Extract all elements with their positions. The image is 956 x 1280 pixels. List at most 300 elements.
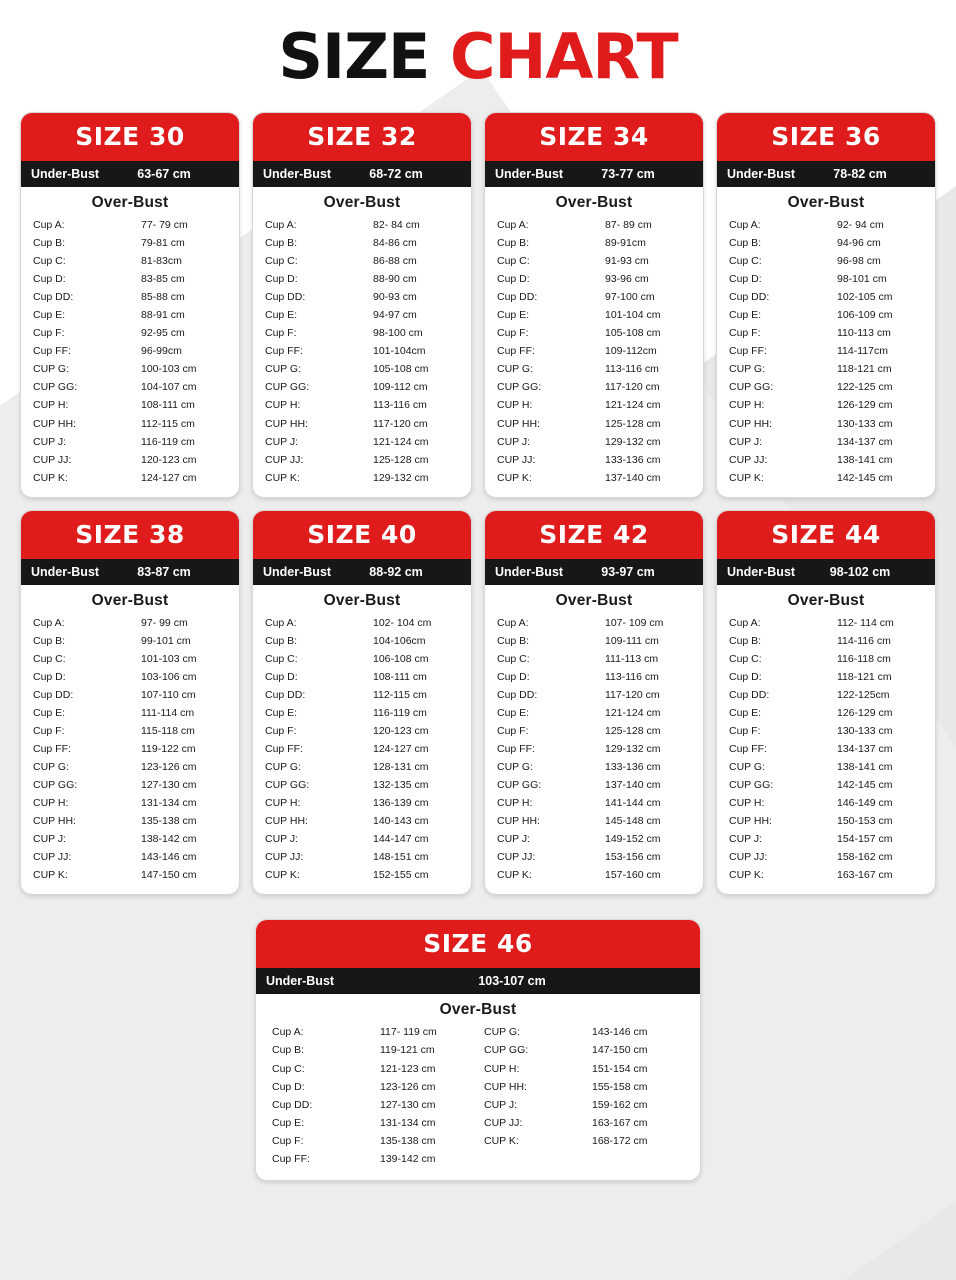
size-rows — [253, 614, 471, 895]
size-row — [497, 252, 691, 270]
size-row — [33, 270, 227, 288]
cup-label: Cup DD: — [729, 291, 770, 304]
cup-label: CUP G: — [729, 761, 765, 774]
size-row — [265, 866, 459, 884]
cup-label: Cup F: — [497, 327, 529, 340]
over-bust-label: Over-Bust — [555, 194, 633, 211]
cup-label: CUP H: — [497, 399, 533, 412]
cup-measurement: 152-155 cm — [373, 869, 429, 882]
size-row — [484, 1023, 684, 1041]
cup-label: Cup FF: — [497, 345, 535, 358]
size-row — [33, 632, 227, 650]
cup-measurement: 112-115 cm — [373, 688, 427, 701]
cup-label: Cup DD: — [272, 1098, 313, 1111]
size-row — [33, 758, 227, 776]
cup-label: Cup DD: — [729, 688, 770, 701]
cup-label: Cup FF: — [729, 345, 767, 358]
size-row — [497, 234, 691, 252]
cup-label: CUP K: — [33, 869, 68, 882]
cup-label: CUP JJ: — [729, 453, 768, 466]
size-row — [265, 614, 459, 632]
cup-measurement: 119-122 cm — [141, 743, 196, 756]
under-bust-value: 68-72 cm — [369, 167, 423, 181]
cup-label: Cup FF: — [33, 345, 71, 358]
size-row — [265, 270, 459, 288]
cup-measurement: 117-120 cm — [605, 381, 660, 394]
size-card-title: SIZE 38 — [21, 511, 239, 559]
cup-label: CUP G: — [729, 363, 765, 376]
cup-label: CUP G: — [33, 363, 69, 376]
size-row — [484, 1132, 684, 1150]
under-bust-value: 93-97 cm — [601, 564, 655, 579]
size-rows — [717, 614, 935, 895]
size-row — [265, 306, 459, 324]
cup-measurement: 155-158 cm — [592, 1080, 648, 1093]
cup-measurement: 140-143 cm — [373, 815, 429, 828]
cup-label: CUP H: — [33, 399, 69, 412]
size-row — [729, 415, 923, 433]
size-row — [272, 1114, 472, 1132]
cup-label: Cup D: — [497, 273, 530, 286]
size-rows — [21, 614, 239, 895]
size-row — [497, 451, 691, 469]
cup-label: Cup E: — [265, 309, 298, 322]
cup-label: Cup DD: — [33, 291, 74, 304]
cup-measurement: 120-123 cm — [141, 453, 197, 466]
cup-label: CUP H: — [729, 797, 765, 810]
cup-label: Cup FF: — [729, 743, 767, 756]
size-card-size-40 — [252, 510, 472, 896]
cup-label: CUP JJ: — [265, 453, 304, 466]
cup-measurement: 137-140 cm — [605, 779, 661, 792]
cup-measurement: 118-121 cm — [837, 670, 892, 683]
page-title-part-two: CHART — [450, 20, 678, 93]
cup-measurement: 126-129 cm — [837, 706, 893, 719]
cup-measurement: 138-141 cm — [837, 761, 893, 774]
cup-label: Cup F: — [497, 724, 529, 737]
size-row — [484, 1041, 684, 1059]
cup-measurement: 107- 109 cm — [605, 616, 664, 629]
size-row — [265, 342, 459, 360]
under-bust-label: Under-Bust — [263, 564, 332, 579]
cup-label: CUP K: — [484, 1134, 519, 1147]
cup-measurement: 104-106cm — [373, 634, 426, 647]
cup-measurement: 93-96 cm — [605, 273, 649, 286]
size-row — [272, 1060, 472, 1078]
cup-measurement: 123-126 cm — [380, 1080, 436, 1093]
size-row — [33, 342, 227, 360]
size-row — [265, 324, 459, 342]
under-bust-label: Under-Bust — [263, 167, 332, 181]
over-bust-label: Over-Bust — [91, 194, 169, 211]
size-row — [497, 848, 691, 866]
cup-label: Cup C: — [272, 1062, 305, 1075]
over-bust-label: Over-Bust — [91, 591, 169, 609]
under-bust-value: 73-77 cm — [601, 167, 655, 181]
size-card-size-38 — [20, 510, 240, 896]
size-cards-grid — [0, 88, 956, 895]
cup-label: CUP K: — [33, 471, 68, 484]
cup-measurement: 102- 104 cm — [373, 616, 432, 629]
page-title-part-one: SIZE — [278, 20, 450, 93]
size-row — [497, 668, 691, 686]
size-row — [33, 668, 227, 686]
cup-measurement: 134-137 cm — [837, 743, 893, 756]
cup-label: CUP GG: — [497, 381, 542, 394]
cup-label: Cup A: — [729, 616, 761, 629]
size-row — [497, 866, 691, 884]
size-row — [265, 234, 459, 252]
size-row — [497, 614, 691, 632]
cup-measurement: 114-117cm — [837, 345, 888, 358]
cup-measurement: 103-106 cm — [141, 670, 197, 683]
size-row — [265, 812, 459, 830]
cup-label: Cup FF: — [272, 1152, 310, 1165]
cup-measurement: 121-124 cm — [373, 435, 429, 448]
cup-measurement: 139-142 cm — [380, 1152, 436, 1165]
cup-label: Cup E: — [272, 1116, 305, 1129]
cup-measurement: 133-136 cm — [605, 761, 661, 774]
size-card-size-36 — [716, 112, 936, 498]
under-bust-label: Under-Bust — [266, 974, 335, 989]
cup-label: Cup A: — [265, 219, 297, 231]
cup-measurement: 148-151 cm — [373, 851, 429, 864]
cup-label: Cup C: — [497, 255, 530, 268]
size-row — [497, 740, 691, 758]
cup-measurement: 97- 99 cm — [141, 616, 188, 629]
cup-measurement: 117- 119 cm — [380, 1026, 437, 1039]
cup-measurement: 119-121 cm — [380, 1044, 435, 1057]
cup-label: Cup A: — [272, 1026, 304, 1039]
under-bust-bar — [21, 161, 239, 187]
cup-label: CUP K: — [265, 869, 300, 882]
cup-measurement: 86-88 cm — [373, 255, 417, 268]
cup-measurement: 151-154 cm — [592, 1062, 648, 1075]
cup-label: Cup A: — [497, 219, 529, 231]
cup-label: Cup B: — [33, 237, 66, 250]
cup-measurement: 94-97 cm — [373, 309, 417, 322]
cup-measurement: 129-132 cm — [605, 743, 661, 756]
size-row — [729, 270, 923, 288]
size-row — [484, 1114, 684, 1132]
cup-measurement: 135-138 cm — [141, 815, 197, 828]
size-row — [265, 216, 459, 234]
cup-measurement: 107-110 cm — [141, 688, 196, 701]
cup-measurement: 137-140 cm — [605, 471, 661, 484]
cup-measurement: 153-156 cm — [605, 851, 661, 864]
cup-measurement: 127-130 cm — [141, 779, 197, 792]
cup-label: Cup E: — [729, 309, 762, 322]
cup-label: Cup B: — [265, 237, 298, 250]
cup-measurement: 122-125 cm — [837, 381, 893, 394]
cup-measurement: 101-103 cm — [141, 652, 197, 665]
cup-label: CUP JJ: — [497, 453, 536, 466]
cup-measurement: 94-96 cm — [837, 237, 881, 250]
cup-label: Cup D: — [497, 670, 530, 683]
cup-label: Cup FF: — [497, 743, 535, 756]
cup-measurement: 121-123 cm — [380, 1062, 436, 1075]
cup-label: Cup DD: — [265, 291, 306, 304]
cup-label: CUP JJ: — [265, 851, 304, 864]
size-row — [497, 378, 691, 396]
size-row — [484, 1096, 684, 1114]
cup-measurement: 83-85 cm — [141, 273, 185, 286]
cup-label: Cup B: — [272, 1044, 305, 1057]
cup-measurement: 113-116 cm — [605, 670, 659, 683]
cup-measurement: 102-105 cm — [837, 291, 893, 304]
size-row — [265, 776, 459, 794]
cup-label: Cup DD: — [265, 688, 306, 701]
over-bust-label: Over-Bust — [787, 591, 865, 609]
cup-measurement: 135-138 cm — [380, 1134, 436, 1147]
cup-label: CUP J: — [497, 435, 531, 448]
size-row — [33, 288, 227, 306]
cup-measurement: 150-153 cm — [837, 815, 893, 828]
cup-measurement: 79-81 cm — [141, 237, 185, 250]
cup-label: CUP K: — [497, 869, 532, 882]
cup-measurement: 131-134 cm — [141, 797, 197, 810]
cup-measurement: 104-107 cm — [141, 381, 197, 394]
cup-label: Cup B: — [33, 634, 66, 647]
cup-label: CUP H: — [265, 797, 301, 810]
cup-label: Cup C: — [33, 652, 66, 665]
size-row — [265, 396, 459, 414]
cup-label: Cup B: — [497, 237, 530, 250]
cup-measurement: 130-133 cm — [837, 724, 893, 737]
under-bust-label: Under-Bust — [727, 167, 796, 181]
cup-label: CUP GG: — [729, 779, 774, 792]
cup-measurement: 132-135 cm — [373, 779, 429, 792]
size-row — [729, 830, 923, 848]
cup-label: CUP HH: — [33, 815, 76, 828]
cup-label: CUP GG: — [265, 779, 310, 792]
size-row — [497, 794, 691, 812]
size-row — [33, 252, 227, 270]
size-row — [497, 270, 691, 288]
size-row — [729, 306, 923, 324]
cup-label: Cup A: — [497, 616, 529, 629]
over-bust-label: Over-Bust — [323, 194, 401, 211]
size-card-size-34 — [484, 112, 704, 498]
size-row — [497, 704, 691, 722]
size-row — [497, 433, 691, 451]
cup-measurement: 123-126 cm — [141, 761, 197, 774]
cup-label: Cup C: — [729, 255, 762, 268]
size-row — [729, 758, 923, 776]
under-bust-value: 103-107 cm — [478, 974, 546, 989]
size-row — [729, 396, 923, 414]
size-row — [272, 1096, 472, 1114]
cup-label: CUP HH: — [729, 815, 772, 828]
size-row — [729, 812, 923, 830]
size-row — [497, 650, 691, 668]
cup-measurement: 122-125cm — [837, 688, 890, 701]
under-bust-label: Under-Bust — [31, 564, 100, 579]
under-bust-label: Under-Bust — [495, 167, 564, 181]
cup-label: Cup DD: — [497, 291, 538, 304]
cup-label: CUP JJ: — [497, 851, 536, 864]
cup-measurement: 144-147 cm — [373, 833, 429, 846]
cup-measurement: 111-114 cm — [141, 706, 195, 719]
size-card-title: SIZE 36 — [717, 113, 935, 161]
cup-label: CUP GG: — [497, 779, 542, 792]
size-row — [497, 396, 691, 414]
cup-label: CUP HH: — [484, 1080, 527, 1093]
cup-label: Cup D: — [265, 273, 298, 286]
cup-measurement: 133-136 cm — [605, 453, 661, 466]
under-bust-bar — [21, 559, 239, 585]
cup-measurement: 112- 114 cm — [837, 616, 894, 629]
cup-measurement: 88-91 cm — [141, 309, 185, 322]
cup-measurement: 136-139 cm — [373, 797, 429, 810]
cup-measurement: 147-150 cm — [592, 1044, 648, 1057]
cup-measurement: 121-124 cm — [605, 706, 661, 719]
size-row — [729, 866, 923, 884]
size-row — [265, 252, 459, 270]
under-bust-value: 88-92 cm — [369, 564, 423, 579]
size-card-title: SIZE 42 — [485, 511, 703, 559]
over-bust-label: Over-Bust — [323, 591, 401, 609]
size-row — [497, 342, 691, 360]
size-row — [33, 866, 227, 884]
cup-label: CUP GG: — [729, 381, 774, 394]
size-row — [729, 614, 923, 632]
size-card-size-44 — [716, 510, 936, 896]
cup-label: Cup F: — [729, 724, 761, 737]
cup-measurement: 117-120 cm — [373, 417, 428, 430]
cup-measurement: 163-167 cm — [592, 1116, 648, 1129]
size-row — [272, 1041, 472, 1059]
size-row — [265, 415, 459, 433]
under-bust-bar — [485, 559, 703, 585]
cup-label: Cup DD: — [497, 688, 538, 701]
size-card-title: SIZE 30 — [21, 113, 239, 161]
size-46-row — [0, 895, 956, 1180]
cup-label: CUP GG: — [33, 779, 78, 792]
size-row — [33, 614, 227, 632]
cup-measurement: 116-118 cm — [837, 652, 891, 665]
cup-measurement: 85-88 cm — [141, 291, 185, 304]
cup-label: Cup F: — [33, 327, 65, 340]
cup-label: Cup A: — [729, 219, 761, 231]
under-bust-value: 63-67 cm — [137, 167, 191, 181]
cup-label: Cup E: — [33, 309, 66, 322]
cup-measurement: 146-149 cm — [837, 797, 893, 810]
page-title — [0, 0, 956, 93]
cup-label: Cup FF: — [265, 345, 303, 358]
under-bust-bar — [253, 161, 471, 187]
cup-measurement: 163-167 cm — [837, 869, 893, 882]
size-row — [265, 686, 459, 704]
size-row — [33, 396, 227, 414]
cup-label: CUP G: — [497, 363, 533, 376]
over-bust-label: Over-Bust — [439, 1001, 517, 1019]
cup-label: Cup F: — [265, 327, 297, 340]
under-bust-value: 83-87 cm — [137, 564, 191, 579]
size-row — [497, 686, 691, 704]
cup-label: Cup E: — [729, 706, 762, 719]
size-row — [265, 433, 459, 451]
size-rows — [485, 614, 703, 895]
cup-label: Cup FF: — [33, 743, 71, 756]
size-row — [33, 686, 227, 704]
cup-measurement: 154-157 cm — [837, 833, 893, 846]
cup-measurement: 101-104 cm — [605, 309, 661, 322]
cup-measurement: 91-93 cm — [605, 255, 649, 268]
size-card-46-title: SIZE 46 — [256, 920, 700, 968]
size-row — [272, 1132, 472, 1150]
cup-label: Cup B: — [729, 634, 762, 647]
cup-label: CUP H: — [729, 399, 765, 412]
size-row — [265, 668, 459, 686]
size-row — [729, 848, 923, 866]
cup-measurement: 158-162 cm — [837, 851, 893, 864]
size-card-46-columns — [256, 1023, 700, 1179]
size-row — [729, 234, 923, 252]
cup-measurement: 110-113 cm — [837, 327, 891, 340]
size-row — [272, 1150, 472, 1168]
cup-label: CUP G: — [265, 761, 301, 774]
size-rows — [253, 216, 471, 497]
size-row — [497, 216, 691, 234]
cup-measurement: 130-133 cm — [837, 417, 893, 430]
cup-label: Cup A: — [33, 616, 65, 629]
cup-label: CUP H: — [497, 797, 533, 810]
size-card-size-32 — [252, 112, 472, 498]
size-row — [33, 306, 227, 324]
cup-measurement: 105-108 cm — [605, 327, 661, 340]
cup-measurement: 134-137 cm — [837, 435, 893, 448]
size-row — [729, 668, 923, 686]
cup-label: CUP JJ: — [729, 851, 768, 864]
size-card-size-30 — [20, 112, 240, 498]
size-row — [265, 378, 459, 396]
size-row — [265, 794, 459, 812]
size-row — [497, 776, 691, 794]
cup-label: CUP K: — [729, 869, 764, 882]
cup-measurement: 109-112cm — [605, 345, 657, 358]
cup-label: CUP G: — [484, 1026, 520, 1039]
cup-measurement: 131-134 cm — [380, 1116, 436, 1129]
size-rows — [717, 216, 935, 497]
cup-label: Cup C: — [33, 255, 66, 268]
size-row — [33, 830, 227, 848]
cup-label: Cup A: — [33, 219, 65, 231]
cup-measurement: 141-144 cm — [605, 797, 661, 810]
cup-measurement: 100-103 cm — [141, 363, 197, 376]
size-card-title: SIZE 34 — [485, 113, 703, 161]
size-row — [729, 252, 923, 270]
size-row — [729, 632, 923, 650]
cup-measurement: 114-116 cm — [837, 634, 891, 647]
cup-measurement: 108-111 cm — [141, 399, 195, 412]
size-row — [272, 1078, 472, 1096]
cup-measurement: 92- 94 cm — [837, 219, 884, 231]
cup-label: CUP G: — [33, 761, 69, 774]
size-row — [729, 776, 923, 794]
cup-measurement: 117-120 cm — [605, 688, 660, 701]
size-row — [33, 433, 227, 451]
size-row — [497, 469, 691, 487]
size-row — [265, 758, 459, 776]
cup-label: CUP K: — [265, 471, 300, 484]
cup-measurement: 77- 79 cm — [141, 219, 188, 231]
size-row — [33, 812, 227, 830]
size-card-title: SIZE 44 — [717, 511, 935, 559]
cup-measurement: 97-100 cm — [605, 291, 655, 304]
cup-label: CUP HH: — [33, 417, 76, 430]
cup-measurement: 125-128 cm — [605, 417, 661, 430]
